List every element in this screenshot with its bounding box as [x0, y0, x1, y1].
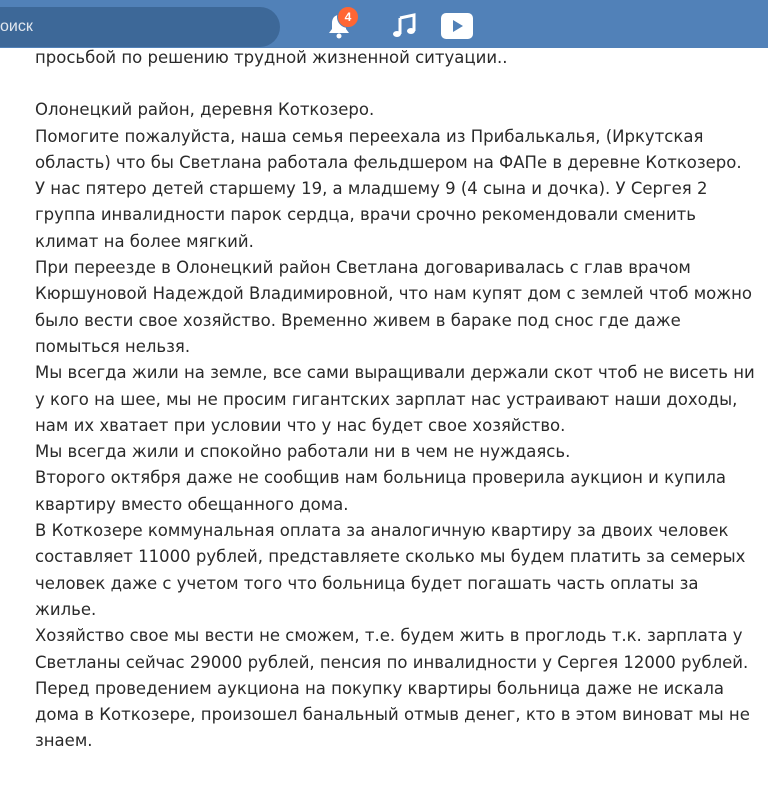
post-first-line: просьбой по решению трудной жизненной ситуации..	[35, 48, 508, 67]
music-note-icon[interactable]	[392, 13, 418, 39]
post-paragraph: Хозяйство свое мы вести не сможем, т.е. будем жить в проглодь т.к. зарплата у Светланы сейчас 29000 рублей, пенсия по инвалидности у Сергея 12000 рублей.	[35, 626, 749, 672]
top-navigation-bar	[0, 0, 768, 48]
post-paragraph: Мы всегда жили и спокойно работали ни в чем не нуждаясь.	[35, 442, 571, 462]
search-placeholder: оиск	[0, 18, 33, 35]
notification-count-badge: 4	[337, 6, 359, 28]
paragraph-gap	[35, 71, 755, 97]
post-paragraph: При переезде в Олонецкий район Светлана договаривалась с глав врачом Кюршуновой Надеждой Владимировной, что нам купят дом с землей чтоб можно было вести свое хозяйство. Временно живем в бараке под снос где даже помыться нельзя.	[35, 258, 753, 356]
post-paragraph: Перед проведением аукциона на покупку квартиры больница даже не искала дома в Коткозере, произошел банальный отмыв денег, кто в этом виноват мы не знаем.	[35, 678, 750, 751]
post-paragraph: Мы всегда жили на земле, все сами выращивали держали скот чтоб не висеть ни у кого на шее, мы не просим гигантских зарплат нас устраивают наши доходы, нам их хватает при условии что у нас будет свое хозяйство.	[35, 363, 755, 435]
post-paragraph: В Коткозере коммунальная оплата за аналогичную квартиру за двоих человек составляет 11000 рублей, представляете сколько мы будем платить за семерых человек даже с учетом того что больница будет погашать часть оплаты за жилье.	[35, 521, 746, 619]
post-paragraph: Олонецкий район, деревня Коткозеро.	[35, 100, 375, 120]
post-paragraph: У нас пятеро детей старшему 19, а младшему 9 (4 сына и дочка). У Сергея 2 группа инвалидности парок сердца, врачи срочно рекомендовали сменить климат на более мягкий.	[35, 179, 708, 251]
post-paragraph: Второго октября даже не сообщив нам больница проверила аукцион и купила квартиру вместо обещанного дома.	[35, 468, 727, 514]
search-input[interactable]	[0, 7, 280, 47]
post-text	[35, 45, 755, 755]
video-play-icon[interactable]	[440, 12, 474, 40]
post-paragraph: Помогите пожалуйста, наша семья переехала из Прибалькалья, (Иркутская область) что бы Светлана работала фельдшером на ФАПе в деревне Коткозеро.	[35, 126, 742, 172]
